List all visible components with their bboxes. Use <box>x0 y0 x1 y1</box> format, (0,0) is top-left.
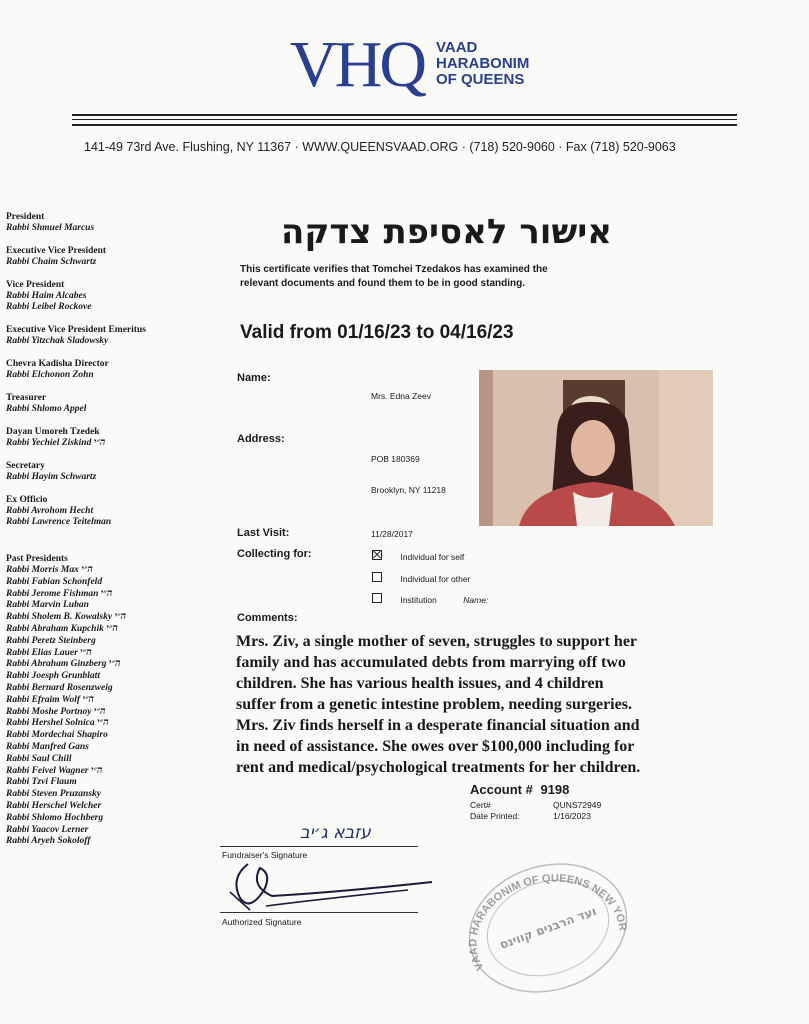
past-presidents-list <box>6 554 206 848</box>
past-president-name: Rabbi Sholem B. Kowalsky ה״י <box>6 612 127 623</box>
officer-title: Chevra Kadisha Director <box>6 359 109 369</box>
past-president-name: Rabbi Abraham Ginzberg ה״י <box>6 659 121 670</box>
officer-name: Rabbi Lawrence Teitelman <box>6 517 112 527</box>
applicant-photo <box>479 370 713 526</box>
officer-name: Rabbi Hayim Schwartz <box>6 472 97 482</box>
address-line-2: Brooklyn, NY 11218 <box>371 485 446 495</box>
officer-name: Rabbi Chaim Schwartz <box>6 257 97 267</box>
fundraiser-signature-line <box>220 846 418 847</box>
statement-line: This certificate verifies that Tomchei Tzedakos has examined the <box>240 264 548 275</box>
officer-name: Rabbi Avrohom Hecht <box>6 506 94 516</box>
fundraiser-signature-label: Fundraiser's Signature <box>222 850 308 860</box>
date-printed-value: 1/16/2023 <box>553 811 591 821</box>
officer-group <box>6 359 206 381</box>
past-president-name: Rabbi Joesph Grunblatt <box>6 671 100 682</box>
comment-line: Mrs. Ziv, a single mother of seven, struggles to support her <box>236 633 638 650</box>
officer-title: Secretary <box>6 461 45 471</box>
stamp-outer-text: VAAD HARABONIM OF QUEENS NEW YORK <box>467 872 629 973</box>
officer-group <box>6 495 206 528</box>
officer-name: Rabbi Haim Alcabes <box>6 291 87 301</box>
name-value: Mrs. Edna Zeev <box>371 391 431 401</box>
last-visit-label: Last Visit: <box>237 527 290 539</box>
past-president-name: Rabbi Yaacov Lerner <box>6 824 89 835</box>
officer-name: Rabbi Yechiel Ziskind ה״י <box>6 438 106 448</box>
option-label: Individual for other <box>400 574 471 584</box>
statement-line: relevant documents and found them to be in good standing. <box>240 278 526 289</box>
option-individual-other[interactable] <box>372 569 470 587</box>
institution-name-label: Name: <box>463 595 489 605</box>
officer-title: Dayan Umoreh Tzedek <box>6 427 100 437</box>
comment-line: Mrs. Ziv finds herself in a desperate financial situation and <box>236 717 640 734</box>
comment-line: rent and medical/psychological treatments for her children. <box>236 759 641 776</box>
header-rule-bottom <box>72 124 737 126</box>
past-president-name: Rabbi Manfred Gans <box>6 741 89 752</box>
past-president-name: Rabbi Shlomo Hochberg <box>6 812 104 823</box>
past-president-name: Rabbi Fabian Schonfeld <box>6 576 103 587</box>
cert-value: QUNS72949 <box>553 800 602 810</box>
past-president-name: Rabbi Feivel Wagner ה״י <box>6 765 103 776</box>
past-president-name: Rabbi Efraim Wolf ה״י <box>6 694 95 705</box>
checkbox-unchecked[interactable] <box>372 572 382 582</box>
address-label: Address: <box>237 433 285 445</box>
header-rule-middle <box>72 119 737 120</box>
officers-sidebar <box>6 212 206 848</box>
past-president-name: Rabbi Tzvi Flaum <box>6 777 77 788</box>
account-number: 9198 <box>540 782 570 797</box>
officer-title: President <box>6 212 45 222</box>
hebrew-title: אישור לאסיפת צדקה <box>281 212 612 252</box>
fundraiser-handwritten-signature: עזבא ג׳יב <box>300 823 371 843</box>
authorized-signature-label: Authorized Signature <box>222 917 302 927</box>
official-stamp <box>456 846 636 996</box>
option-individual-self[interactable] <box>372 547 464 565</box>
officer-group <box>6 393 206 415</box>
officer-group <box>6 246 206 268</box>
authorized-signature-scribble <box>220 856 440 918</box>
comment-line: children. She has various health issues, and 4 children <box>236 675 604 692</box>
officer-title: Executive Vice President Emeritus <box>6 325 146 335</box>
past-president-name: Rabbi Bernard Rosenzweig <box>6 682 113 693</box>
past-presidents-names <box>6 565 206 848</box>
collecting-label: Collecting for: <box>237 548 312 560</box>
comments-body <box>236 631 736 778</box>
validity-period: Valid from 01/16/23 to 04/16/23 <box>240 322 514 343</box>
logo-line: HARABONIM <box>436 55 530 72</box>
comments-label: Comments: <box>237 612 298 624</box>
officer-group <box>6 212 206 234</box>
date-printed-label: Date Printed: <box>470 811 520 821</box>
checkbox-checked[interactable] <box>372 550 382 560</box>
officer-group <box>6 427 206 449</box>
officer-name: Rabbi Yitzchak Sladowsky <box>6 336 109 346</box>
letterhead-address: 141-49 73rd Ave. Flushing, NY 11367 · WWW.QUEENSVAAD.ORG · (718) 520-9060 · Fax (718) 520-9063 <box>84 140 676 154</box>
name-label: Name: <box>237 372 271 384</box>
option-label: Institution <box>400 595 437 605</box>
photo-illustration <box>479 370 713 526</box>
stamp-inner-text: ועד הרבנים קווינס <box>497 904 599 952</box>
officer-group <box>6 325 206 347</box>
past-president-name: Rabbi Jerome Fishman ה״י <box>6 588 113 599</box>
officer-title: Ex Officio <box>6 495 48 505</box>
past-presidents-title: Past Presidents <box>6 554 68 564</box>
officer-title: Vice President <box>6 280 65 290</box>
logo-line: VAAD <box>436 39 478 56</box>
officer-name: Rabbi Leibel Rockove <box>6 302 92 312</box>
past-president-name: Rabbi Moshe Portnoy ה״י <box>6 706 106 717</box>
comment-line: family and has accumulated debts from marrying off two <box>236 654 626 671</box>
logo-letters: VHQ <box>290 28 424 101</box>
officer-group <box>6 461 206 483</box>
past-president-name: Rabbi Peretz Steinberg <box>6 635 96 646</box>
last-visit-value: 11/28/2017 <box>371 529 413 539</box>
past-president-name: Rabbi Mordechai Shapiro <box>6 730 108 741</box>
account-number-row <box>470 782 569 797</box>
checkbox-unchecked[interactable] <box>372 593 382 603</box>
option-institution[interactable] <box>372 590 488 608</box>
past-president-name: Rabbi Steven Pruzansky <box>6 789 102 800</box>
past-president-name: Rabbi Elias Lauer ה״י <box>6 647 92 658</box>
address-line-1: POB 180369 <box>371 454 420 464</box>
officer-group <box>6 280 206 313</box>
account-label: Account # <box>470 782 533 797</box>
cert-label: Cert# <box>470 800 491 810</box>
officer-title: Executive Vice President <box>6 246 107 256</box>
past-president-name: Rabbi Morris Max ה״י <box>6 565 93 575</box>
past-president-name: Rabbi Saul Chill <box>6 753 72 764</box>
option-label: Individual for self <box>400 552 465 562</box>
logo-wordmark <box>436 40 529 88</box>
comment-line: in need of assistance. She owes over $100,000 including for <box>236 738 635 755</box>
past-president-name: Rabbi Hershel Solnica ה״י <box>6 718 109 729</box>
officer-name: Rabbi Shlomo Appel <box>6 404 87 414</box>
logo-line: OF QUEENS <box>436 71 525 88</box>
past-president-name: Rabbi Abraham Kupchik ה״י <box>6 623 118 634</box>
officer-name: Rabbi Shmuel Marcus <box>6 223 95 233</box>
past-president-name: Rabbi Aryeh Sokoloff <box>6 836 91 847</box>
comment-line: suffer from a genetic intestine problem, needing surgeries. <box>236 696 632 713</box>
past-president-name: Rabbi Herschel Welcher <box>6 800 102 811</box>
past-president-name: Rabbi Marvin Luban <box>6 600 89 611</box>
authorized-signature-line <box>220 912 418 913</box>
certificate-statement <box>240 263 630 291</box>
header-rule-top <box>72 114 737 116</box>
officer-name: Rabbi Elchonon Zohn <box>6 370 94 380</box>
officer-title: Treasurer <box>6 393 47 403</box>
